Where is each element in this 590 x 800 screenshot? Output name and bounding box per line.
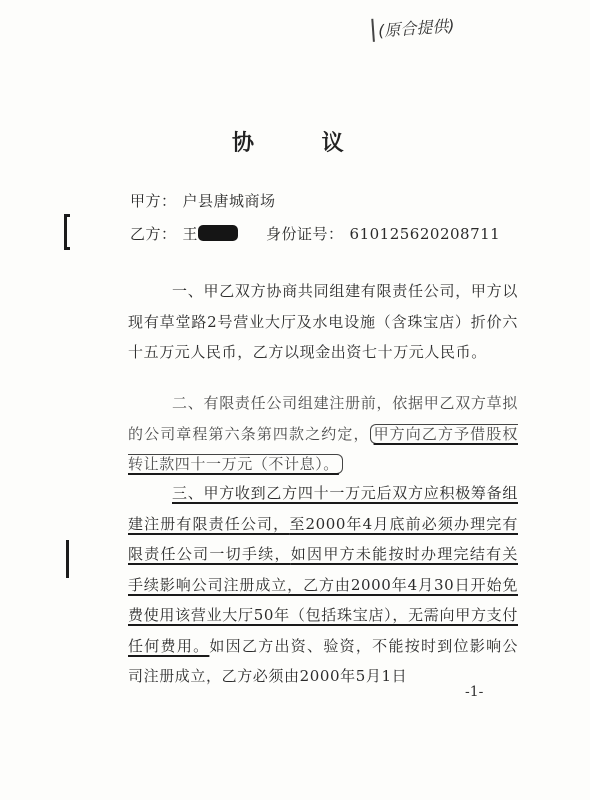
document-title: 协 议: [232, 130, 374, 156]
handwritten-note: (原合提供): [371, 13, 455, 42]
margin-mark-tick: [64, 247, 70, 250]
clause-three-underlined-b: 至2000年4月底前必须办理完有限责任公司一切手续，: [128, 514, 518, 563]
margin-mark: [66, 540, 69, 578]
clause-one: 一、甲乙双方协商共同组建有限责任公司，甲方以现有草堂路2号营业大厅及水电设施（含珠宝店）折价六十五万元人民币，乙方以现金出资七十万元人民币。: [128, 282, 518, 361]
page-number: -1-: [465, 684, 484, 700]
clause-three: [128, 478, 518, 692]
party-a-label: 甲方：: [130, 192, 177, 210]
clause-two-boxed: 甲方向乙方予借股权转让款四十一万元（不计息）。: [128, 424, 518, 473]
id-number: 610125620208711: [349, 225, 501, 243]
clause-three-text: 如因乙方出资、验资，不能按时到位影响公司注册成立，乙方必须由2000年5月1日: [128, 636, 518, 685]
party-a-line: [130, 190, 276, 211]
clause-two: [128, 388, 518, 480]
party-b-name: 王: [182, 225, 199, 243]
clause-three-underlined-c: 如因甲方未能按时办理完结有关手续影响公司注册成立，乙方由2000年4月30日开始免费使用该营业大厅50年（包括珠宝店），无需向甲方支付任何费用。: [128, 545, 518, 655]
margin-mark-tick: [64, 214, 70, 217]
redaction-block: [198, 225, 238, 241]
clause-three-underlined-a: 三、甲方收到乙方四十一万元后双方应积极筹备组建注册有限责任公司，: [128, 484, 518, 533]
party-a-name: 户县唐城商场: [182, 192, 276, 210]
id-number-label: 身份证号：: [266, 225, 344, 243]
margin-mark: [64, 214, 67, 250]
party-b-label: 乙方：: [130, 225, 177, 243]
clause-two-text: 二、有限责任公司组建注册前，依据甲乙双方草拟的公司章程第六条第四款之约定，: [128, 394, 518, 443]
party-b-line: [130, 223, 500, 244]
